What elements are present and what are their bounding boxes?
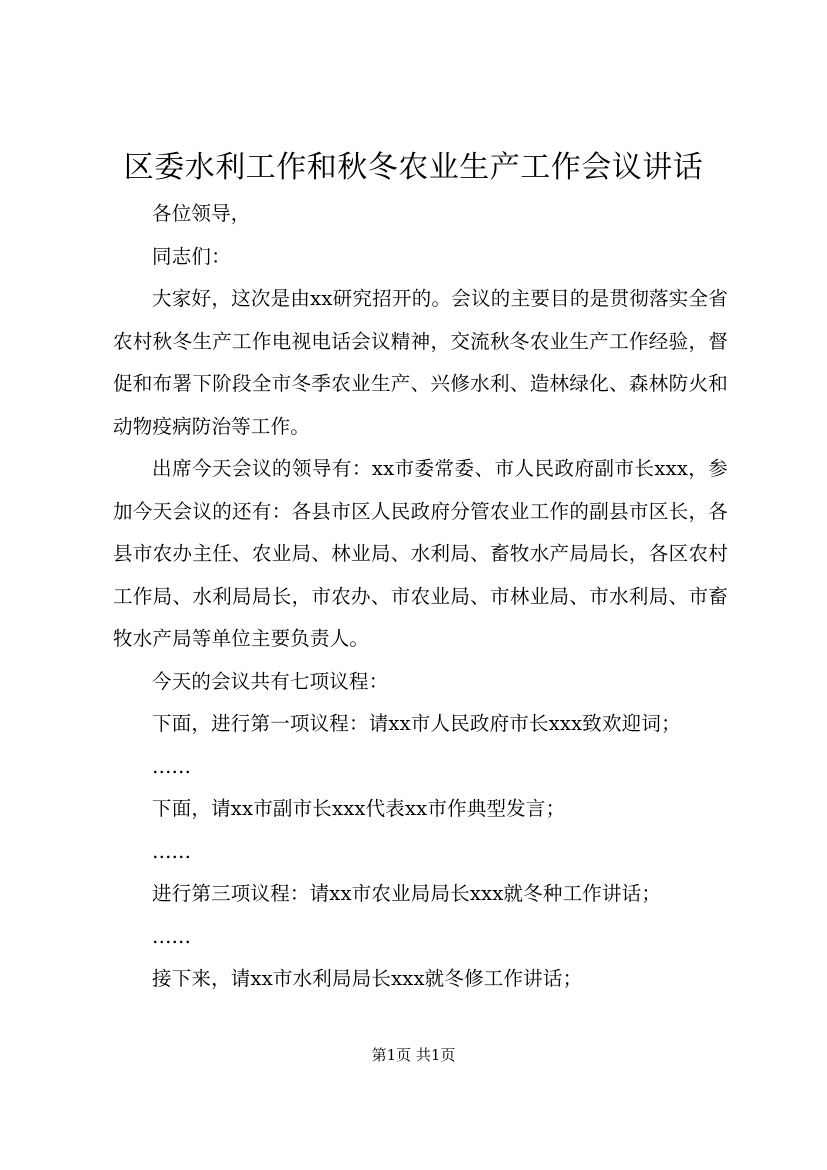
paragraph-agenda-item-3: 进行第三项议程：请xx市农业局局长xxx就冬种工作讲话； xyxy=(152,882,662,905)
ellipsis-1: …… xyxy=(152,754,191,778)
paragraph-agenda-item-1: 下面，进行第一项议程：请xx市人民政府市长xxx致欢迎词； xyxy=(152,712,681,735)
paragraph-agenda-item-4: 接下来，请xx市水利局局长xxx就冬修工作讲话； xyxy=(152,967,583,990)
document-body xyxy=(113,193,728,1001)
paragraph-agenda-intro: 今天的会议共有七项议程： xyxy=(152,669,389,693)
paragraph-purpose: 大家好，这次是由xx研究招开的。会议的主要目的是贯彻落实全省农村秋冬生产工作电视电话会议精神，交流秋冬农业生产工作经验，督促和布署下阶段全市冬季农业生产、兴修水利、造林绿化、森林防火和动物疫病防治等工作。 xyxy=(113,287,728,438)
salutation-leaders: 各位领导， xyxy=(152,202,251,225)
page-footer: 第1页 共1页 xyxy=(371,1046,456,1064)
paragraph-agenda-item-2: 下面，请xx市副市长xxx代表xx市作典型发言； xyxy=(152,797,566,820)
ellipsis-3: …… xyxy=(152,924,191,948)
paragraph-attendees: 出席今天会议的领导有：xx市委常委、市人民政府副市长xxx，参加今天会议的还有：各县市区人民政府分管农业工作的副县市区长，各县市农办主任、农业局、林业局、水利局、畜牧水产局局长，各区农村工作局、水利局局长，市农办、市农业局、市林业局、市水利局、市畜牧水产局等单位主要负责人。 xyxy=(113,457,728,650)
document-title: 区委水利工作和秋冬农业生产工作会议讲话 xyxy=(123,150,704,185)
ellipsis-2: …… xyxy=(152,839,191,863)
salutation-comrades: 同志们： xyxy=(152,244,231,268)
